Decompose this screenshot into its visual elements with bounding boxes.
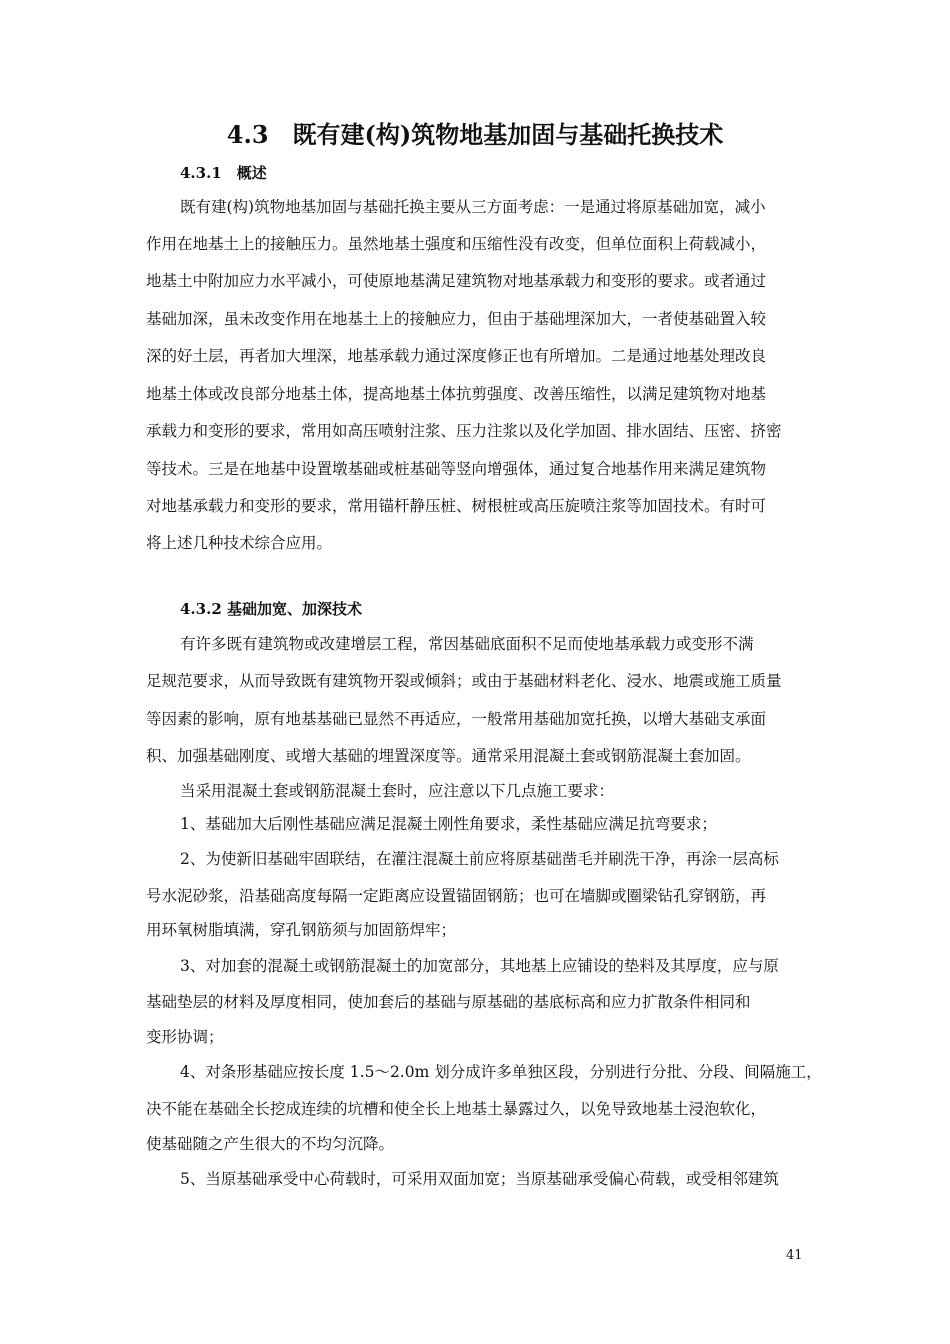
paragraph-line: 承载力和变形的要求，常用如高压喷射注浆、压力注浆以及化学加固、排水固结、压密、挤密 [146, 422, 782, 440]
paragraph-line: 当采用混凝土套或钢筋混凝土套时，应注意以下几点施工要求： [180, 782, 615, 800]
paragraph-line: 号水泥砂浆，沿基础高度每隔一定距离应设置锚固钢筋；也可在墙脚或圈梁钻孔穿钢筋，再 [146, 887, 767, 905]
list-item-4: 4、对条形基础应按长度 1.5～2.0m 划分成许多单独区段，分别进行分批、分段、间隔施工， [180, 1063, 822, 1081]
paragraph-line: 作用在地基土上的接触压力。虽然地基土强度和压缩性没有改变，但单位面积上荷载减小， [146, 235, 767, 253]
paragraph-line: 有许多既有建筑物或改建增层工程，常因基础底面积不足而使地基承载力或变形不满 [180, 635, 754, 653]
subsection-heading-4-3-2: 4.3.2 基础加宽、加深技术 [180, 600, 362, 618]
paragraph-line: 足规范要求，从而导致既有建筑物开裂或倾斜；或由于基础材料老化、浸水、地震或施工质量 [146, 672, 782, 690]
list-item-5: 5、当原基础承受中心荷载时，可采用双面加宽；当原基础承受偏心荷载，或受相邻建筑 [180, 1170, 779, 1188]
paragraph-line: 地基土中附加应力水平减小，可使原地基满足建筑物对地基承载力和变形的要求。或者通过 [146, 272, 767, 290]
page-number: 41 [786, 1248, 803, 1263]
subsection-heading-4-3-1: 4.3.1 概述 [180, 164, 267, 182]
paragraph-line: 决不能在基础全长挖成连续的坑槽和使全长上地基土暴露过久，以免导致地基土浸泡软化， [146, 1100, 767, 1118]
paragraph-line: 基础加深，虽未改变作用在地基土上的接触应力，但由于基础埋深加大，一者使基础置入较 [146, 310, 767, 328]
paragraph-line: 基础垫层的材料及厚度相同，使加套后的基础与原基础的基底标高和应力扩散条件相同和 [146, 993, 751, 1011]
paragraph-line: 等因素的影响，原有地基基础已显然不再适应，一般常用基础加宽托换，以增大基础支承面 [146, 710, 767, 728]
paragraph-line: 积、加强基础刚度、或增大基础的埋置深度等。通常采用混凝土套或钢筋混凝土套加固。 [146, 747, 751, 765]
list-item-2: 2、为使新旧基础牢固联结，在灌注混凝土前应将原基础凿毛并刷洗干净，再涂一层高标 [180, 850, 779, 868]
list-item-3: 3、对加套的混凝土或钢筋混凝土的加宽部分，其地基上应铺设的垫料及其厚度，应与原 [180, 957, 779, 975]
paragraph-line: 既有建(构)筑物地基加固与基础托换主要从三方面考虑：一是通过将原基础加宽，减小 [180, 198, 766, 216]
list-item-1: 1、基础加大后刚性基础应满足混凝土刚性角要求，柔性基础应满足抗弯要求； [180, 815, 717, 833]
paragraph-line: 等技术。三是在地基中设置墩基础或桩基础等竖向增强体，通过复合地基作用来满足建筑物 [146, 460, 767, 478]
paragraph-line: 使基础随之产生很大的不均匀沉降。 [146, 1135, 395, 1153]
paragraph-line: 深的好土层，再者加大埋深，地基承载力通过深度修正也有所增加。二是通过地基处理改良 [146, 347, 767, 365]
paragraph-line: 将上述几种技术综合应用。 [146, 534, 333, 552]
paragraph-line: 地基土体或改良部分地基土体，提高地基土体抗剪强度、改善压缩性，以满足建筑物对地基 [146, 385, 767, 403]
paragraph-line: 用环氧树脂填满，穿孔钢筋须与加固筋焊牢； [146, 921, 457, 939]
paragraph-line: 对地基承载力和变形的要求，常用锚杆静压桩、树根桩或高压旋喷注浆等加固技术。有时可 [146, 497, 767, 515]
paragraph-line: 变形协调； [146, 1028, 224, 1046]
section-title: 4.3 既有建(构)筑物地基加固与基础托换技术 [226, 120, 724, 149]
